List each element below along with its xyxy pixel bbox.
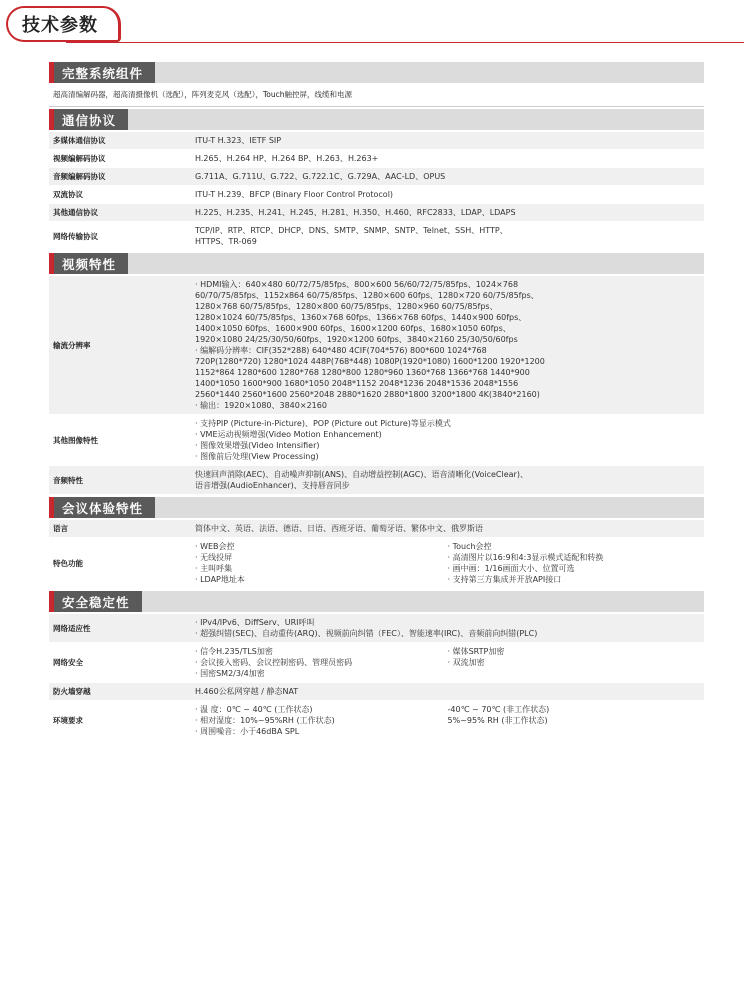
spec-value-column bbox=[195, 541, 448, 585]
section-title: 完整系统组件 bbox=[62, 65, 144, 81]
spec-key: 其他通信协议 bbox=[53, 208, 98, 217]
spec-value bbox=[191, 168, 704, 185]
spec-section bbox=[49, 497, 704, 589]
spec-value-line: ITU-T H.323、IETF SIP bbox=[195, 136, 282, 145]
spec-value-column bbox=[448, 646, 701, 679]
spec-row bbox=[49, 204, 704, 222]
spec-row bbox=[49, 150, 704, 168]
spec-value bbox=[191, 643, 704, 682]
spec-value-line: · Touch会控 bbox=[447, 542, 492, 551]
spec-value-columns bbox=[195, 704, 700, 737]
spec-value-line: 1400×1050 60fps、1600×900 60fps、1600×1200 60fps、1680×1050 60fps、 bbox=[195, 324, 511, 333]
spec-value-line: · IPv4/IPv6、DiffServ、URI呼叫 bbox=[195, 618, 315, 627]
spec-value bbox=[191, 222, 704, 250]
spec-key: 音频编解码协议 bbox=[53, 172, 106, 181]
spec-value-line: · 支持PIP (Picture-in-Picture)、POP (Picture out Picture)等显示模式 bbox=[195, 419, 451, 428]
spec-value-line: · 会议接入密码、会议控制密码、管理员密码 bbox=[195, 658, 353, 667]
spec-value-line: · 周围噪音：小于46dBA SPL bbox=[195, 727, 300, 736]
spec-value-line: 快速回声消除(AEC)、自动噪声抑制(ANS)、自动增益控制(AGC)、语音清晰化(VoiceClear)、 bbox=[195, 470, 528, 479]
spec-value-line: · 编解码分辨率：CIF(352*288) 640*480 4CIF(704*576) 800*600 1024*768 bbox=[195, 346, 487, 355]
spec-value-line: H.460公私网穿越 / 静态NAT bbox=[195, 687, 299, 696]
spec-section bbox=[49, 591, 704, 741]
spec-value-line: 简体中文、英语、法语、德语、日语、西班牙语、葡萄牙语、繁体中文、俄罗斯语 bbox=[195, 524, 483, 533]
title-area bbox=[6, 6, 744, 44]
spec-value-line: 2560*1440 2560*1600 2560*2048 2880*1620 2880*1800 3200*1800 4K(3840*2160) bbox=[195, 390, 540, 399]
spec-row bbox=[49, 643, 704, 683]
spec-key: 视频编解码协议 bbox=[53, 154, 106, 163]
section-header bbox=[49, 591, 704, 612]
spec-value-line: · 画中画：1/16画面大小、位置可选 bbox=[447, 564, 575, 573]
section-title: 会议体验特性 bbox=[62, 500, 144, 516]
spec-value-line: · 国密SM2/3/4加密 bbox=[195, 669, 265, 678]
section-header bbox=[49, 253, 704, 274]
spec-value-column bbox=[448, 541, 701, 585]
section-title: 通信协议 bbox=[62, 112, 117, 128]
spec-value-line: · 温 度：0℃ ~ 40℃ (工作状态) bbox=[195, 705, 313, 714]
spec-section bbox=[49, 109, 704, 251]
spec-value-line: · 图像前后处理(View Processing) bbox=[195, 452, 319, 461]
spec-key: 语言 bbox=[53, 524, 68, 533]
spec-value-line: · 主叫呼集 bbox=[195, 564, 233, 573]
spec-value bbox=[191, 150, 704, 167]
spec-value-line: HTTPS、TR-069 bbox=[195, 237, 257, 246]
spec-value-line: · 输出：1920×1080、3840×2160 bbox=[195, 401, 327, 410]
spec-value-line: · 高清图片以16:9和4:3显示模式适配和转换 bbox=[447, 553, 604, 562]
spec-key: 网络适应性 bbox=[53, 623, 91, 633]
section-title: 安全稳定性 bbox=[62, 594, 130, 610]
section-header bbox=[49, 109, 704, 130]
spec-row bbox=[49, 683, 704, 701]
spec-value-line: 1280×768 60/75/85fps、1280×800 60/75/85fps、1280×960 60/75/85fps、 bbox=[195, 302, 498, 311]
spec-value-line: · WEB会控 bbox=[195, 542, 235, 551]
spec-row bbox=[49, 415, 704, 466]
spec-value-line: -40℃ ~ 70℃ (非工作状态) bbox=[447, 705, 550, 714]
spec-value-line: G.711A、G.711U、G.722、G.722.1C、G.729A、AAC-LD、OPUS bbox=[195, 172, 446, 181]
spec-value bbox=[191, 132, 704, 149]
spec-content bbox=[49, 62, 704, 743]
spec-row bbox=[49, 222, 704, 251]
spec-key: 环境要求 bbox=[53, 716, 83, 725]
spec-value bbox=[191, 520, 704, 537]
spec-value-line: H.265、H.264 HP、H.264 BP、H.263、H.263+ bbox=[195, 154, 379, 163]
spec-value-line: H.225、H.235、H.241、H.245、H.281、H.350、H.460、RFC2833、LDAP、LDAPS bbox=[195, 208, 516, 217]
spec-value-line: ITU-T H.239、BFCP (Binary Floor Control Protocol) bbox=[195, 190, 394, 199]
spec-value-line: · 无线投屏 bbox=[195, 553, 233, 562]
spec-key: 防火墙穿越 bbox=[53, 687, 91, 696]
spec-row bbox=[49, 132, 704, 150]
section-title-bg bbox=[54, 497, 155, 518]
section-title-bg bbox=[54, 109, 128, 130]
spec-value bbox=[191, 466, 704, 494]
spec-key: 网络传输协议 bbox=[53, 231, 98, 241]
section-header bbox=[49, 497, 704, 518]
section-title-bg bbox=[54, 591, 142, 612]
spec-value-line: 720P(1280*720) 1280*1024 448P(768*448) 1080P(1920*1080) 1600*1200 1920*1200 bbox=[195, 357, 545, 366]
spec-value-column bbox=[195, 646, 448, 679]
spec-section bbox=[49, 253, 704, 495]
spec-value-line: 1152*864 1280*600 1280*768 1280*800 1280*960 1360*768 1366*768 1440*900 bbox=[195, 368, 530, 377]
spec-value-columns bbox=[195, 646, 700, 679]
spec-value-line: · 图像效果增强(Video Intensifier) bbox=[195, 441, 320, 450]
page-title: 技术参数 bbox=[22, 15, 98, 36]
spec-value-columns bbox=[195, 541, 700, 585]
spec-value-line: · HDMI输入：640×480 60/72/75/85fps、800×600 56/60/72/75/85fps、1024×768 bbox=[195, 280, 519, 289]
spec-key: 其他图像特性 bbox=[53, 435, 98, 445]
spec-value-line: 1400*1050 1600*900 1680*1050 2048*1152 2048*1236 2048*1536 2048*1556 bbox=[195, 379, 519, 388]
spec-value-line: · 相对湿度：10%~95%RH (工作状态) bbox=[195, 716, 335, 725]
spec-value-line: 1920×1080 24/25/30/50/60fps、1920×1200 60fps、3840×2160 25/30/50/60fps bbox=[195, 335, 518, 344]
spec-value-column bbox=[448, 704, 701, 737]
section-title-bg bbox=[54, 62, 155, 83]
spec-value-line: · LDAP地址本 bbox=[195, 575, 245, 584]
spec-value-line: · 媒体SRTP加密 bbox=[447, 647, 505, 656]
title-divider bbox=[66, 42, 744, 43]
spec-row bbox=[49, 538, 704, 589]
spec-value-line: 语音增强(AudioEnhancer)、支持唇音同步 bbox=[195, 481, 350, 490]
section-title: 视频特性 bbox=[62, 256, 117, 272]
page-title-badge bbox=[6, 6, 121, 42]
spec-value-line: · 支持第三方集成并开放API接口 bbox=[447, 575, 562, 584]
spec-key: 输流分辨率 bbox=[53, 340, 91, 350]
spec-value-line: 5%~95% RH (非工作状态) bbox=[447, 716, 548, 725]
spec-row bbox=[49, 614, 704, 643]
section-note: 超高清编解码器，超高清摄像机（选配），阵列麦克风（选配），Touch触控屏，线缆和电源 bbox=[49, 85, 704, 107]
spec-value bbox=[191, 186, 704, 203]
spec-row bbox=[49, 168, 704, 186]
spec-row bbox=[49, 276, 704, 415]
spec-value bbox=[191, 683, 704, 700]
spec-key: 网络安全 bbox=[53, 658, 83, 667]
spec-value-line: · 超强纠错(SEC)、自动重传(ARQ)、视频前向纠错（FEC）、智能速率(IRC)、音频前向纠错(PLC) bbox=[195, 629, 538, 638]
spec-value-line: TCP/IP、RTP、RTCP、DHCP、DNS、SMTP、SNMP、SNTP、Telnet、SSH、HTTP、 bbox=[195, 226, 508, 235]
spec-value bbox=[191, 415, 704, 465]
spec-row bbox=[49, 186, 704, 204]
spec-value-column bbox=[195, 704, 448, 737]
spec-value-line: · VME运动视频增强(Video Motion Enhancement) bbox=[195, 430, 382, 439]
spec-row bbox=[49, 520, 704, 538]
section-title-bg bbox=[54, 253, 128, 274]
spec-key: 双流协议 bbox=[53, 190, 83, 199]
spec-key: 特色功能 bbox=[53, 558, 83, 568]
spec-key: 音频特性 bbox=[53, 475, 83, 485]
spec-value-line: · 信令H.235/TLS加密 bbox=[195, 647, 273, 656]
spec-value bbox=[191, 204, 704, 221]
spec-value bbox=[191, 701, 704, 740]
section-header bbox=[49, 62, 704, 83]
spec-row bbox=[49, 466, 704, 495]
spec-row bbox=[49, 701, 704, 741]
spec-value bbox=[191, 614, 704, 642]
spec-value bbox=[191, 538, 704, 588]
spec-value bbox=[191, 276, 704, 414]
spec-section bbox=[49, 62, 704, 107]
spec-value-line: 1280×1024 60/75/85fps、1360×768 60fps、1366×768 60fps、1440×900 60fps、 bbox=[195, 313, 527, 322]
spec-value-line: 60/70/75/85fps、1152x864 60/75/85fps、1280×600 60fps、1280×720 60/75/85fps、 bbox=[195, 291, 539, 300]
spec-value-line: · 双流加密 bbox=[447, 658, 485, 667]
spec-key: 多媒体通信协议 bbox=[53, 136, 106, 145]
